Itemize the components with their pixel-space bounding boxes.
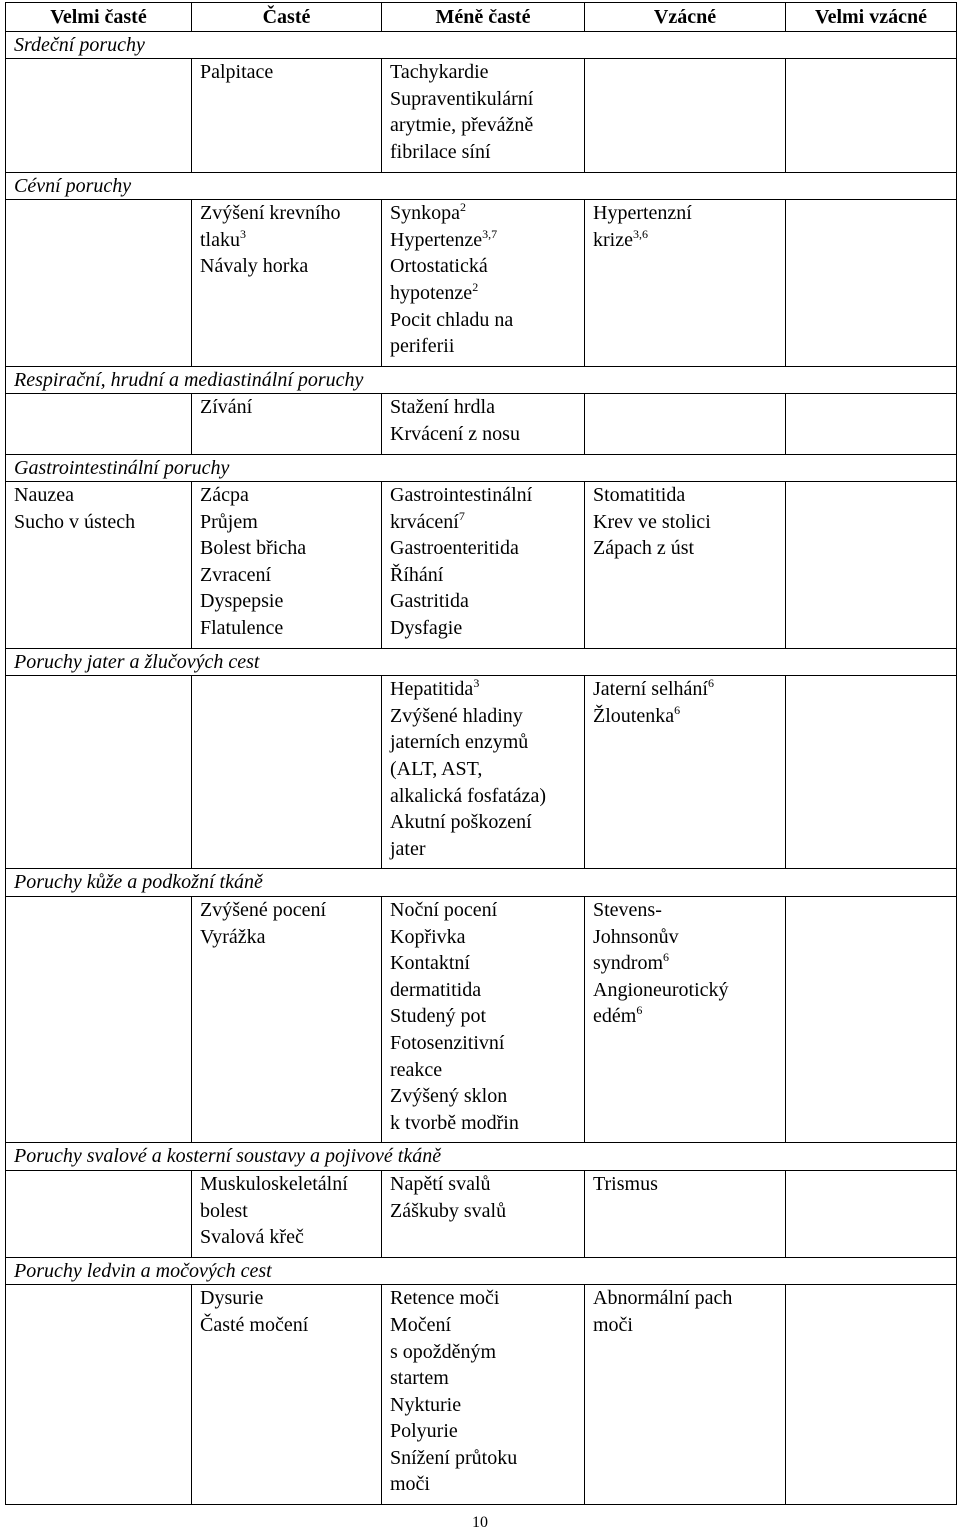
category-title: Poruchy jater a žlučových cest	[6, 648, 957, 676]
frequency-cell	[6, 200, 192, 367]
effect-line	[14, 509, 183, 536]
category-row	[6, 454, 957, 482]
frequency-cell	[382, 200, 585, 367]
effect-text: s opožděným	[390, 1340, 497, 1363]
category-title: Poruchy ledvin a močových cest	[6, 1257, 957, 1285]
reference-superscript: 6	[707, 676, 714, 691]
effect-text: Supraventikulární	[390, 87, 534, 110]
effect-text: Nykturie	[390, 1393, 462, 1416]
effect-line	[390, 783, 576, 810]
frequency-cell	[192, 482, 382, 649]
effect-line	[390, 703, 576, 730]
category-title: Poruchy kůže a podkožní tkáně	[6, 869, 957, 897]
effect-line	[593, 509, 777, 536]
reference-superscript: 3,6	[632, 226, 648, 241]
effect-text: Kontaktní	[390, 952, 470, 975]
effect-text: Svalová křeč	[200, 1226, 304, 1249]
effect-line	[390, 1365, 576, 1392]
frequency-cell	[382, 676, 585, 869]
effect-text: Fotosenzitivní	[390, 1031, 505, 1054]
effect-line	[390, 86, 576, 113]
category-title: Cévní poruchy	[6, 172, 957, 200]
effect-line	[200, 200, 373, 227]
header-mene-caste: Méně časté	[382, 3, 585, 32]
frequency-cell	[786, 200, 957, 367]
effect-text: Krev ve stolici	[593, 510, 711, 533]
effect-line	[390, 509, 576, 536]
effect-text: Dysurie	[200, 1287, 264, 1310]
effect-text: Časté močení	[200, 1313, 309, 1336]
frequency-cell	[192, 1285, 382, 1505]
frequency-cell	[585, 1170, 786, 1257]
effect-line	[390, 1171, 576, 1198]
effect-line	[593, 1285, 777, 1312]
effect-line	[200, 562, 373, 589]
effect-text: Zívání	[200, 396, 253, 419]
effect-line	[200, 1224, 373, 1251]
effect-line	[390, 1312, 576, 1339]
reference-superscript: 2	[472, 279, 479, 294]
category-row	[6, 1257, 957, 1285]
effect-text: Muskuloskeletální	[200, 1172, 348, 1195]
effect-line	[200, 897, 373, 924]
effect-line	[390, 1418, 576, 1445]
frequency-cell	[585, 1285, 786, 1505]
adverse-effects-table	[5, 2, 957, 1505]
effect-line	[390, 615, 576, 642]
frequency-row	[6, 676, 957, 869]
effect-line	[390, 112, 576, 139]
frequency-row	[6, 394, 957, 454]
frequency-cell	[382, 394, 585, 454]
effect-text: Vyrážka	[200, 925, 266, 948]
effect-line	[390, 1392, 576, 1419]
frequency-cell	[192, 394, 382, 454]
effect-text: Říhání	[390, 563, 444, 586]
effect-line	[200, 1198, 373, 1225]
effect-line	[200, 227, 373, 254]
category-row	[6, 172, 957, 200]
effect-text: Zvýšení krevního	[200, 202, 341, 225]
effect-line	[200, 535, 373, 562]
effect-line	[200, 1312, 373, 1339]
effect-text: k tvorbě modřin	[390, 1111, 519, 1134]
frequency-cell	[382, 1285, 585, 1505]
effect-text: syndrom	[593, 952, 663, 975]
effect-line	[390, 333, 576, 360]
frequency-cell	[786, 1285, 957, 1505]
effect-line	[390, 924, 576, 951]
effect-line	[593, 482, 777, 509]
effect-text: Trismus	[593, 1172, 658, 1195]
effect-line	[390, 280, 576, 307]
effect-line	[390, 1198, 576, 1225]
effect-text: Kopřivka	[390, 925, 466, 948]
effect-text: Stomatitida	[593, 484, 686, 507]
effect-line	[390, 200, 576, 227]
effect-text: Zvracení	[200, 563, 272, 586]
frequency-cell	[585, 394, 786, 454]
effect-line	[200, 509, 373, 536]
effect-line	[593, 227, 777, 254]
effect-text: Bolest břicha	[200, 537, 307, 560]
effect-line	[390, 59, 576, 86]
effect-text: Snížení průtoku	[390, 1446, 518, 1469]
frequency-cell	[6, 59, 192, 172]
header-velmi-vzacne: Velmi vzácné	[786, 3, 957, 32]
effect-line	[593, 977, 777, 1004]
effect-line	[390, 729, 576, 756]
effect-text: Pocit chladu na	[390, 308, 514, 331]
effect-line	[593, 924, 777, 951]
effect-text: Flatulence	[200, 617, 284, 640]
effect-text: Žloutenka	[593, 704, 675, 727]
effect-line	[593, 897, 777, 924]
effect-text: bolest	[200, 1199, 248, 1222]
frequency-cell	[6, 394, 192, 454]
effect-text: Johnsonův	[593, 925, 679, 948]
frequency-cell	[786, 482, 957, 649]
effect-line	[390, 562, 576, 589]
effect-text: jater	[390, 837, 426, 860]
effect-text: Zvýšený sklon	[390, 1085, 508, 1108]
category-title: Gastrointestinální poruchy	[6, 454, 957, 482]
effect-line	[390, 756, 576, 783]
effect-text: Gastritida	[390, 590, 469, 613]
effect-line	[390, 809, 576, 836]
frequency-cell	[786, 59, 957, 172]
effect-text: Gastroenteritida	[390, 537, 519, 560]
frequency-cell	[382, 1170, 585, 1257]
effect-line	[593, 535, 777, 562]
effect-line	[14, 482, 183, 509]
frequency-cell	[6, 897, 192, 1143]
effect-line	[390, 1003, 576, 1030]
frequency-cell	[382, 897, 585, 1143]
frequency-cell	[6, 676, 192, 869]
effect-text: Návaly horka	[200, 255, 309, 278]
effect-line	[200, 1285, 373, 1312]
effect-text: Retence moči	[390, 1287, 500, 1310]
effect-line	[390, 1110, 576, 1137]
effect-text: Hypertenzní	[593, 202, 692, 225]
frequency-cell	[585, 200, 786, 367]
effect-text: Dysfagie	[390, 617, 463, 640]
header-row	[6, 3, 957, 32]
effect-line	[593, 200, 777, 227]
effect-line	[390, 836, 576, 863]
effect-text: Zvýšené hladiny	[390, 704, 523, 727]
effect-text: Zvýšené pocení	[200, 899, 327, 921]
effect-line	[390, 588, 576, 615]
effect-line	[200, 253, 373, 280]
effect-text: jaterních enzymů	[390, 731, 529, 754]
effect-text: Zápach z úst	[593, 537, 695, 560]
effect-line	[593, 1171, 777, 1198]
reference-superscript: 3	[473, 676, 480, 691]
frequency-row	[6, 1170, 957, 1257]
header-velmi-caste: Velmi časté	[6, 3, 192, 32]
frequency-cell	[585, 482, 786, 649]
frequency-cell	[6, 1285, 192, 1505]
category-row	[6, 31, 957, 59]
effect-text: Akutní poškození	[390, 811, 532, 834]
effect-text: Průjem	[200, 510, 258, 533]
page-number: 10	[472, 1514, 488, 1531]
effect-line	[200, 588, 373, 615]
effect-line	[200, 1171, 373, 1198]
effect-text: Jaterní selhání	[593, 678, 708, 701]
effect-text: alkalická fosfatáza)	[390, 784, 547, 807]
category-row	[6, 1143, 957, 1171]
effect-text: Hepatitida	[390, 678, 474, 701]
frequency-cell	[192, 200, 382, 367]
effect-text: edém	[593, 1005, 637, 1028]
header-vzacne: Vzácné	[585, 3, 786, 32]
effect-line	[200, 615, 373, 642]
effect-line	[390, 1471, 576, 1498]
effect-text: (ALT, AST,	[390, 758, 483, 781]
effect-text: Nauzea	[14, 484, 74, 507]
effect-line	[593, 1312, 777, 1339]
category-title: Respirační, hrudní a mediastinální poruchy	[6, 366, 957, 394]
effect-line	[200, 59, 373, 86]
effect-line	[390, 535, 576, 562]
effect-text: Stažení hrdla	[390, 396, 495, 419]
frequency-cell	[786, 676, 957, 869]
effect-line	[200, 482, 373, 509]
effect-text: Močení	[390, 1313, 452, 1336]
frequency-cell	[192, 676, 382, 869]
effect-text: Hypertenze	[390, 228, 483, 251]
reference-superscript: 7	[458, 508, 465, 523]
frequency-row	[6, 1285, 957, 1505]
effect-text: Dyspepsie	[200, 590, 284, 613]
frequency-cell	[192, 897, 382, 1143]
effect-text: periferii	[390, 335, 455, 358]
effect-text: hypotenze	[390, 281, 473, 304]
frequency-cell	[6, 1170, 192, 1257]
category-title: Poruchy svalové a kosterní soustavy a pojivové tkáně	[6, 1143, 957, 1171]
frequency-row	[6, 897, 957, 1143]
effect-line	[200, 924, 373, 951]
effect-text: Palpitace	[200, 61, 274, 84]
frequency-cell	[382, 59, 585, 172]
category-row	[6, 648, 957, 676]
effect-line	[390, 977, 576, 1004]
effect-line	[390, 307, 576, 334]
frequency-cell	[786, 897, 957, 1143]
reference-superscript: 6	[663, 950, 669, 965]
effect-line	[390, 394, 576, 421]
effect-text: Angioneurotický	[593, 978, 729, 1001]
effect-text: Krvácení z nosu	[390, 422, 520, 445]
reference-superscript: 6	[636, 1003, 643, 1018]
effect-line	[593, 1003, 777, 1030]
effect-line	[390, 1339, 576, 1366]
effect-text: moči	[390, 1473, 430, 1496]
effect-text: fibrilace síní	[390, 140, 491, 163]
effect-line	[390, 897, 576, 924]
effect-text: Záškuby svalů	[390, 1199, 507, 1222]
effect-text: Stevens-	[593, 899, 662, 921]
effect-text: Zácpa	[200, 484, 249, 507]
effect-line	[593, 950, 777, 977]
effect-text: dermatitida	[390, 978, 482, 1001]
reference-superscript: 3	[240, 226, 246, 241]
frequency-row	[6, 482, 957, 649]
effect-text: Ortostatická	[390, 255, 488, 278]
frequency-cell	[192, 1170, 382, 1257]
effect-line	[390, 1030, 576, 1057]
effect-text: Napětí svalů	[390, 1172, 491, 1195]
frequency-cell	[786, 394, 957, 454]
effect-line	[390, 227, 576, 254]
effect-text: Studený pot	[390, 1005, 487, 1028]
effect-line	[390, 1083, 576, 1110]
effect-text: Abnormální pach	[593, 1287, 733, 1310]
effect-text: startem	[390, 1367, 449, 1390]
effect-text: Noční pocení	[390, 899, 498, 921]
effect-line	[200, 394, 373, 421]
reference-superscript: 3,7	[482, 226, 498, 241]
effect-line	[593, 703, 777, 730]
effect-line	[390, 421, 576, 448]
effect-text: Tachykardie	[390, 61, 489, 84]
header-caste: Časté	[192, 3, 382, 32]
effect-text: Sucho v ústech	[14, 510, 136, 533]
frequency-cell	[585, 676, 786, 869]
category-title: Srdeční poruchy	[6, 31, 957, 59]
effect-line	[390, 950, 576, 977]
effect-text: krvácení	[390, 510, 459, 533]
effect-text: Synkopa	[390, 202, 460, 225]
effect-text: reakce	[390, 1058, 443, 1081]
effect-text: arytmie, převážně	[390, 114, 534, 137]
effect-line	[390, 1445, 576, 1472]
effect-line	[390, 482, 576, 509]
table-body	[6, 31, 957, 1504]
reference-superscript: 6	[674, 702, 681, 717]
category-row	[6, 869, 957, 897]
frequency-cell	[382, 482, 585, 649]
frequency-cell	[6, 482, 192, 649]
frequency-row	[6, 59, 957, 172]
effect-line	[390, 1057, 576, 1084]
effect-text: tlaku	[200, 228, 240, 251]
frequency-cell	[192, 59, 382, 172]
frequency-cell	[585, 59, 786, 172]
effect-text: Polyurie	[390, 1420, 458, 1443]
frequency-cell	[585, 897, 786, 1143]
effect-line	[390, 139, 576, 166]
effect-text: krize	[593, 228, 633, 251]
category-row	[6, 366, 957, 394]
effect-line	[390, 253, 576, 280]
reference-superscript: 2	[460, 200, 466, 215]
effect-line	[593, 676, 777, 703]
effect-line	[390, 676, 576, 703]
effect-line	[390, 1285, 576, 1312]
frequency-row	[6, 200, 957, 367]
effect-text: moči	[593, 1313, 633, 1336]
frequency-cell	[786, 1170, 957, 1257]
effect-text: Gastrointestinální	[390, 484, 533, 507]
